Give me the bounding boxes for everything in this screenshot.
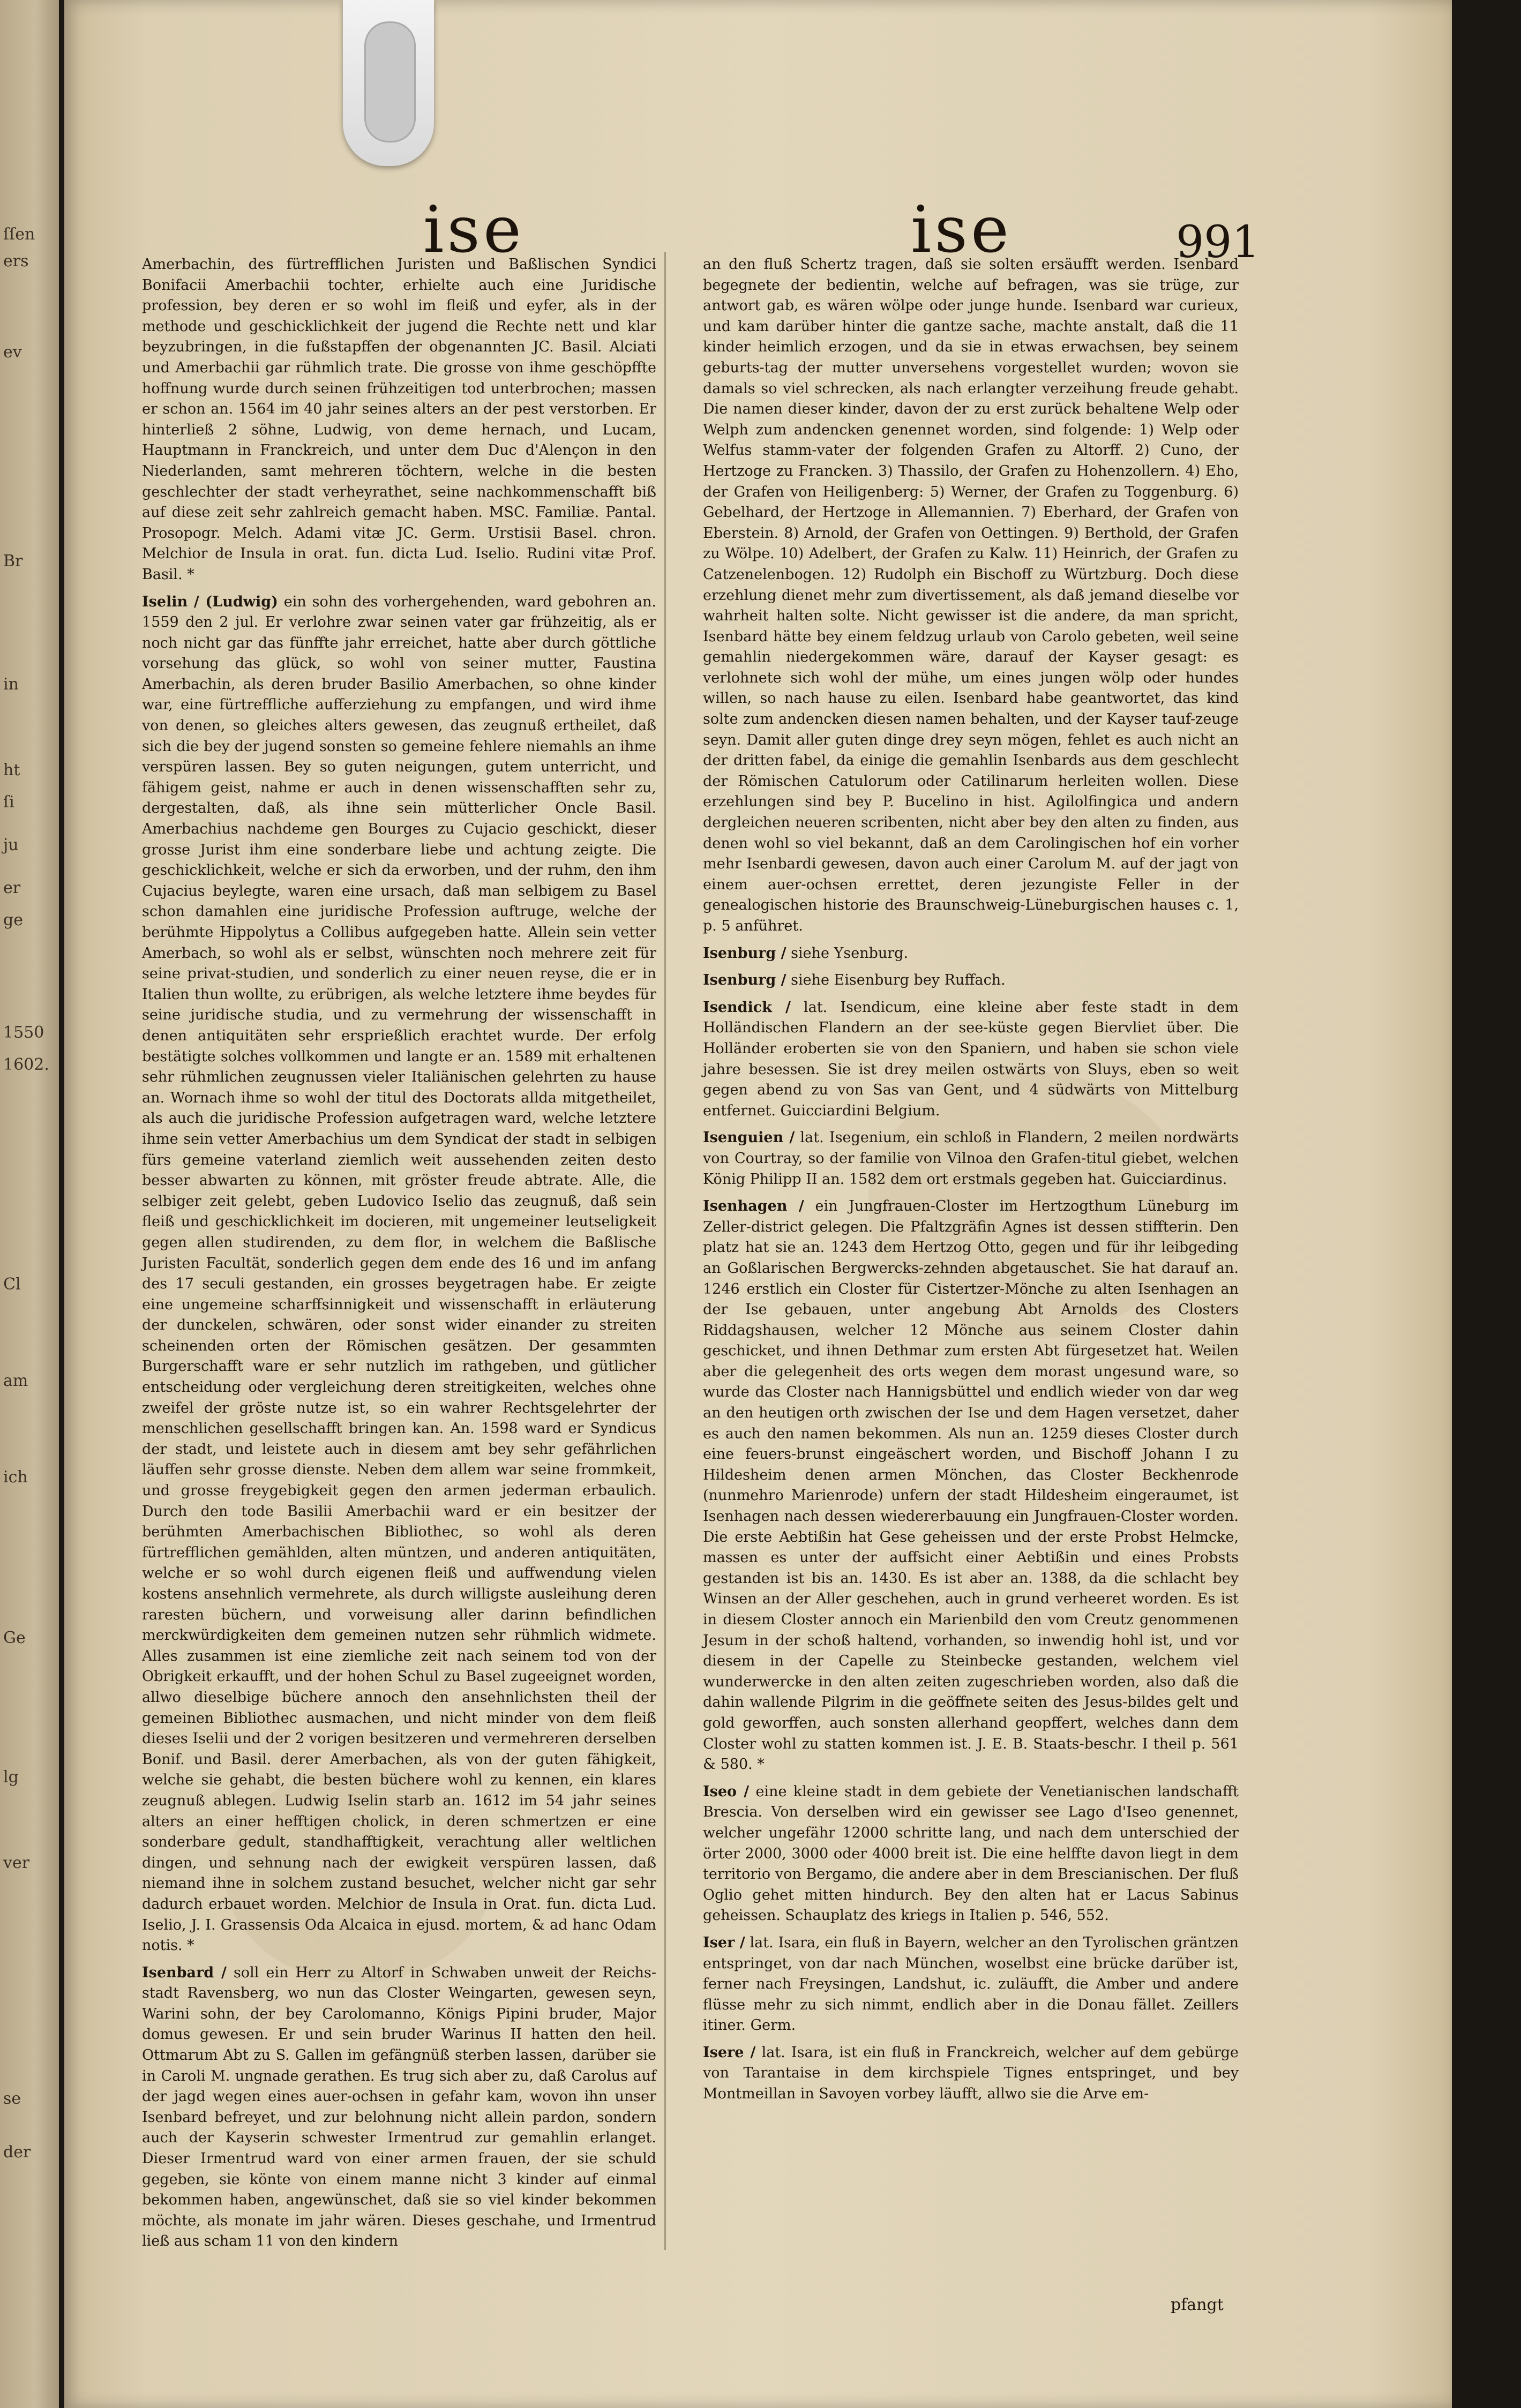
page-clip-hole [364,21,416,142]
entry [703,943,1239,964]
entry [142,1963,656,2252]
margin-fragment: Br [3,552,23,571]
entry-text: eine kleine stadt in dem gebiete der Venetianischen landschafft Brescia. Von derselben wird ein gewisser see Lago d'Iseo genennet, welcher ungefähr 12000 schritte lang, und nach dem unterschied der örter 2000, 3000 oder 4000 breit ist. Die eine helffte davon liegt in dem territorio von Bergamo, die andere aber in dem Brescianischen. Der fluß Oglio gehet mitten hindurch. Bey den alten hat er Lacus Sabinus geheissen. Schauplatz des kriegs in Italien p. 546, 552. [703,1783,1239,1924]
entry [703,1933,1239,2036]
entry-term: Iser / [703,1934,745,1951]
entry-text: siehe Eisenburg bey Ruffach. [791,972,1006,989]
entry-text: siehe Ysenburg. [791,944,909,962]
entry-term: Isere / [703,2044,756,2061]
entry [703,1196,1239,1775]
entry-term: Isenhagen / [703,1198,804,1215]
entry-term: Iseo / [703,1783,750,1800]
entry-text: Amerbachin, des fürtrefflichen Juristen und Baßlischen Syndici Bonifacii Amerbachii tochter, erhielte auch eine Juridische profession, bey deren er so wohl im fleiß und eyfer, als in der methode und geschicklichkeit der jugend die Rechte nett und klar beyzubringen, in die fußstapffen der obgenannten JC. Basil. Alciati und Amerbachii gar rühmlich trate. Die grosse von ihme geschöpffte hoffnung wurde durch seinen frühzeitigen tod unterbrochen; massen er schon an. 1564 im 40 jahr seines alters an der pest verstorben. Er hinterließ 2 söhne, Ludwig, von deme hernach, und Lucam, Hauptmann in Franckreich, und unter dem Duc d'Alençon in den Niederlanden, samt mehreren töchtern, welche in die besten geschlechter der stadt verheyrathet, seine nachkommenschafft biß auf diese zeit sehr zahlreich gemacht haben. MSC. Familiæ. Pantal. Prosopogr. Melch. Adami vitæ JC. Germ. Urstisii Basel. chron. Melchior de Insula in orat. fun. dicta Lud. Iselio. Rudini vitæ Prof. Basil. * [142,256,656,583]
margin-fragment: Ge [3,1629,26,1647]
entry [703,970,1239,991]
entry-term: Isenburg / [703,944,786,962]
entry-term: Iselin / (Ludwig) [142,593,278,610]
entry [142,592,656,1956]
margin-fragment: Cl [3,1275,21,1294]
entry [703,2043,1239,2105]
entry-term: Isenburg / [703,972,786,989]
entry-text: lat. Isendicum, eine kleine aber feste stadt in dem Holländischen Flandern an der see-küste gegen Biervliet über. Die Holländer eroberten sie von den Spaniern, und haben sie schon viele jahre besessen. Sie ist drey meilen ostwärts von Sluys, eben so weit gegen abend zu von Sas van Gent, und 4 südwärts von Mittelburg entfernet. Guicciardini Belgium. [703,999,1239,1119]
margin-fragment: am [3,1371,28,1390]
entry [703,997,1239,1122]
margin-fragment: ge [3,911,23,929]
entry-term: Isenbard / [142,1964,227,1981]
entry-text: an den fluß Schertz tragen, daß sie solten ersäufft werden. Isenbard begegnete der bedientin, welche auf befragen, was sie trüge, zur antwort gab, es wären wölpe oder junge hunde. Isenbard war curieux, und kam darüber hinter die gantze sache, machte anstalt, daß die 11 kinder heimlich erzogen, und da sie in etwas erwachsen, bey seinem geburts-tag der mutter unversehens vorgestellet wurden; wovon sie damals so viel schrecken, als nach erlangter verzeihung freude gehabt. Die namen dieser kinder, davon der zu erst zurück behaltene Welp oder Welph zum andencken genennet worden, sind folgende: 1) Welp oder Welfus stamm-vater der folgenden Grafen zu Altorff. 2) Cuno, der Hertzoge zu Francken. 3) Thassilo, der Grafen zu Hohenzollern. 4) Eho, der Grafen von Heiligenberg: 5) Werner, der Grafen zu Toggenburg. 6) Gebelhard, der Hertzoge in Allemannien. 7) Eberhard, der Grafen von Eberstein. 8) Arnold, der Grafen von Oettingen. 9) Berthold, der Grafen zu Wölpe. 10) Adelbert, der Grafen zu Kalw. 11) Heinrich, der Grafen zu Catzenelenbogen. 12) Rudolph ein Bischoff zu Würtzburg. Doch diese erzehlung dienet mehr zum divertissement, als daß jemand dieselbe vor wahrheit halten solte. Nicht gewisser ist die andere, da man spricht, Isenbard hätte bey einem feldzug urlaub von Carolo gebeten, weil seine gemahlin niedergekommen wäre, darauf der Kayser gesagt: es verlohnete sich wohl der mühe, um eines jungen wölp oder hundes willen, so nach hause zu eilen. Isenbard habe geantwortet, das kind solte zum andencken diesen namen behalten, und der Kayser tauf-zeuge seyn. Damit aller guten dinge drey seyn mögen, fehlet es auch nicht an der dritten fabel, da einige die gemahlin Isenbards aus dem geschlecht der Römischen Catulorum oder Catilinarum herleiten wollen. Diese erzehlungen sind bey P. Bucelino in hist. Agilolfingica und andern dergleichen neueren scribenten, nicht aber bey den alten zu finden, aus denen wohl so viel bekannt, daß an dem Carolingischen hof ein vorher mehr Isenbardi gewesen, davon auch einer Carolum M. auf der jagt von einem auer-ochsen errettet, deren jezungiste Feller in der genealogischen historie des Braunschweig-Lüneburgischen hauses c. 1, p. 5 anführet. [703,256,1239,934]
margin-fragment: ich [3,1468,28,1487]
catchword: pfangt [1171,2296,1224,2314]
running-head-right: ise [911,193,1012,267]
margin-fragment: ſi [3,793,14,812]
margin-fragment: ev [3,343,22,362]
margin-fragment: ht [3,761,20,779]
margin-fragment: der [3,2143,31,2162]
margin-fragment: in [3,675,19,694]
margin-fragment: ers [3,252,29,271]
scan-background [1452,0,1521,2408]
entry [703,254,1239,937]
margin-fragment: ju [3,836,19,854]
margin-fragment: er [3,879,21,897]
right-column [703,254,1239,2111]
entry-text: lat. Isara, ist ein fluß in Franckreich, welcher auf dem gebürge von Tarantaise in dem kirchspiele Tignes entspringet, und bey Montmeillan in Savoyen vorbey läufft, allwo sie die Arve em- [703,2044,1239,2103]
page-number: 991 [1176,217,1260,268]
entry-text: soll ein Herr zu Altorf in Schwaben unweit der Reichs-stadt Ravensberg, wo nun das Closter Weingarten, gewesen seyn, Warini sohn, der bey Carolomanno, Königs Pipini bruder, Major domus gewesen. Er und sein bruder Warinus II hatten den heil. Ottmarum Abt zu S. Gallen im gefängnüß sterben lassen, darüber sie in Caroli M. ungnade gerathen. Es trug sich aber zu, daß Carolus auf der jagd wegen eines auer-ochsen in gefahr kam, wovon ihn unser Isenbard befreyet, und zur belohnung nicht allein pardon, sondern auch der Kayserin schwester Irmentrud zur gemahlin erlanget. Dieser Irmentrud ward von einer armen frauen, der sie schuld gegeben, sie könte von einem manne nicht 3 kinder auf einmal bekommen haben, angewünschet, daß sie so viel kinder bekommen möchte, als monate im jahr wären. Dieses geschahe, und Irmentrud ließ aus scham 11 von den kindern [142,1964,656,2250]
entry [142,254,656,586]
adjacent-page-edge [0,0,59,2408]
entry-text: ein sohn des vorhergehenden, ward gebohren an. 1559 den 2 jul. Er verlohre zwar seinen vater gar frühzeitig, als er noch nicht gar das fünffte jahr erreichet, hatte aber durch göttliche vorsehung das glück, so wohl von seiner mutter, Faustina Amerbachin, als deren bruder Basilio Amerbachen, so ohne kinder war, eine fürtreffliche aufferziehung zu empfangen, und wird ihme von denen, so gleiches alters gewesen, das zeugnuß ertheilet, daß sich die bey der jugend sonsten so gemeine fehlere niemahls an ihme verspüren lassen. Bey so guten neigungen, gutem unterricht, und fähigem geist, nahme er auch in denen wissenschafften sehr zu, dergestalten, daß, als ihne sein mütterlicher Oncle Basil. Amerbachius nachdeme gen Bourges zu Cujacio geschickt, dieser grosse Jurist ihm eine sonderbare liebe und achtung zeigte. Die geschicklichkeit, welche er sich da erworben, und der ruhm, den ihm Cujacius beylegte, waren eine ursach, daß man selbigem zu Basel schon damahlen eine juridische Profession auftruge, welche der berühmte Hippolytus a Collibus aufgegeben hatte. Allein sein vetter Amerbach, so wohl als er selbst, wünschten noch mehrere zeit für seine privat-studien, und sonderlich zu einer neuen reyse, die er in Italien thun wollte, zu erübrigen, als welche letztere ihme beydes für seine juridische studia, und zu vermehrung der wissenschafft in denen antiquitäten sehr ersprießlich erachtet wurde. Der erfolg bestätigte solches vollkommen und langte er an. 1589 mit erhaltenen sehr rühmlichen zeugnussen vieler Italiänischen gelehrten zu hause an. Wornach ihme so wohl der titul des Doctorats allda mitgetheilet, als auch die juridische Profession aufgetragen ward, welche letztere ihme sein vetter Amerbachius um dem Syndicat der stadt in selbigen fürs gemeine vaterland ziemlich weit aussehenden zeiten desto besser abwarten zu können, mit gröster freude abtrate. Alle, die selbiger zeit gelebt, geben Ludovico Iselio das zeugnuß, daß sein fleiß und geschicklichkeit im docieren, mit ungemeiner leutseligkeit gegen allen studirenden, zu dem flor, in welchem die Baßlische Juristen Facultät, sonderlich gegen dem ende des 16 und im anfang des 17 seculi gestanden, ein grosses beygetragen habe. Er zeigte eine ungemeine scharffsinnigkeit und wissenschafft in erläuterung der dunckelen, schwären, oder sonst wider einander zu streiten scheinenden orten der Römischen gesätzen. Der gesammten Burgerschafft ware er sehr nutzlich im rathgeben, und gütlicher entscheidung oder vergleichung deren streitigkeiten, welches ohne zweifel der gröste nutze ist, so ein wahrer Rechtsgelehrter der menschlichen gesellschafft bringen kan. An. 1598 ward er Syndicus der stadt, und leistete auch in diesem amt bey sehr gefährlichen läuffen sehr grosse dienste. Neben dem allem war seine frommkeit, und grosse freygebigkeit gegen den armen jederman erbaulich. Durch den tode Basilii Amerbachii ward er ein besitzer der berühmten Amerbachischen Bibliothec, so wohl als deren fürtrefflichen gemählden, alten müntzen, und anderen antiquitäten, welche er so wohl durch eigenen fleiß und auffwendung vielen kostens ansehnlich vermehrete, als durch willigste ausleihung deren raresten büchern, und vorweisung aller darinn befindlichen merckwürdigkeiten dem gemeinen nutzen sehr rühmlich widmete. Alles zusammen ist eine ziemliche zeit nach seinem tod von der Obrigkeit erkaufft, und der hohen Schul zu Basel zugeeignet worden, allwo dieselbige büchere annoch den ansehnlichsten theil der gemeinen Bibliothec ausmachen, und nicht minder von dem fleiß dieses Iselii und der 2 vorigen besitzeren und vermehreren derselben Bonif. und Basil. derer Amerbachen, als von der guten fähigkeit, welche sie gehabt, die besten büchere wohl zu kennen, ein klares zeugnuß ablegen. Ludwig Iselin starb an. 1612 im 54 jahr seines alters an einer hefftigen cholick, in deren schmertzen er eine sonderbare gedult, standhafftigkeit, verachtung aller weltlichen dingen, und sehnung nach der ewigkeit verspüren lassen, daß niemand ihne in solchem zustand besuchet, welcher nicht gar sehr dadurch erbauet worden. Melchior de Insula in Orat. fun. dicta Lud. Iselio, J. I. Grassensis Oda Alcaica in ejusd. mortem, & ad hanc Odam notis. * [142,593,656,1954]
entry [703,1782,1239,1926]
margin-fragment: se [3,2089,21,2108]
margin-fragment: ver [3,1854,30,1872]
running-head-left: ise [423,193,525,267]
left-column [142,254,656,2259]
margin-fragment: 1602. [3,1055,49,1074]
margin-fragment: 1550 [3,1023,44,1042]
margin-fragment: ſſen [3,225,35,244]
margin-fragment: lg [3,1768,19,1787]
entry-term: Isendick / [703,999,791,1016]
column-divider [664,252,666,2250]
entry-text: lat. Isegenium, ein schloß in Flandern, 2 meilen nordwärts von Courtray, so der familie von Vilnoa den Grafen-titul giebet, welchen König Philipp II an. 1582 dem ort erstmals gegeben hat. Guicciardinus. [703,1129,1239,1188]
entry-text: lat. Isara, ein fluß in Bayern, welcher an den Tyrolischen gräntzen entspringet, von dar nach München, woselbst eine brücke darüber ist, ferner nach Freysingen, Landshut, ic. zuläufft, die Amber und andere flüsse mehr zu sich nimmt, endlich aber in die Donau fället. Zeillers itiner. Germ. [703,1934,1239,2034]
entry-text: ein Jungfrauen-Closter im Hertzogthum Lüneburg im Zeller-district gelegen. Die Pfaltzgräfin Agnes ist dessen stiffterin. Den platz hat sie an. 1243 dem Hertzog Otto, gegen und für ihr leibgeding an Goßlarischen Bergwercks-zehnden abgetauschet. Sie hat darauf an. 1246 erstlich ein Closter für Cistertzer-Mönche zu alten Isenhagen an der Ise gebauen, unter angebung Abt Arnolds des Closters Riddagshausen, welcher 12 Mönche aus seinem Closter dahin geschicket, und ihnen Dethmar zum ersten Abt fürgesetzet hat. Weilen aber die gelegenheit des orts wegen dem morast ungesund ware, so wurde das Closter nach Hannigsbüttel und endlich wieder von dar weg an den heutigen orth zwischen der Ise und dem Hagen versetzet, daher es auch den namen bekommen. Als nun an. 1259 dieses Closter durch eine feuers-brunst eingeäschert worden, und Bischoff Johann I zu Hildesheim denen armen Mönchen, das Closter Beckhenrode (nunmehro Marienrode) unfern der stadt Hildesheim eingeraumet, ist Isenhagen nach dessen wiedererbauung ein Jungfrauen-Closter worden. Die erste Aebtißin hat Gese geheissen und der erste Probst Helmcke, massen es unter der auffsicht einer Aebtißin und eines Probsts gestanden ist bis an. 1430. Es ist aber an. 1388, da die schlacht bey Winsen an der Aller geschehen, auch in grund verheeret worden. Es ist in diesem Closter annoch ein Marienbild den vom Creutz genommenen Jesum in der schoß haltend, vorhanden, so inwendig hohl ist, und vor diesem in der Capelle zu Steinbecke gestanden, welchem viel wunderwercke in den alten zeiten zugeschrieben worden, also daß die dahin wallende Pilgrim in die geöffnete seiten des Jesus-bildes gelt und gold geworffen, auch sonsten allerhand geopffert, welches dann dem Closter wohl zu statten kommen ist. J. E. B. Staats-beschr. I theil p. 561 & 580. * [703,1198,1239,1773]
entry [703,1128,1239,1190]
entry-term: Isenguien / [703,1129,795,1146]
